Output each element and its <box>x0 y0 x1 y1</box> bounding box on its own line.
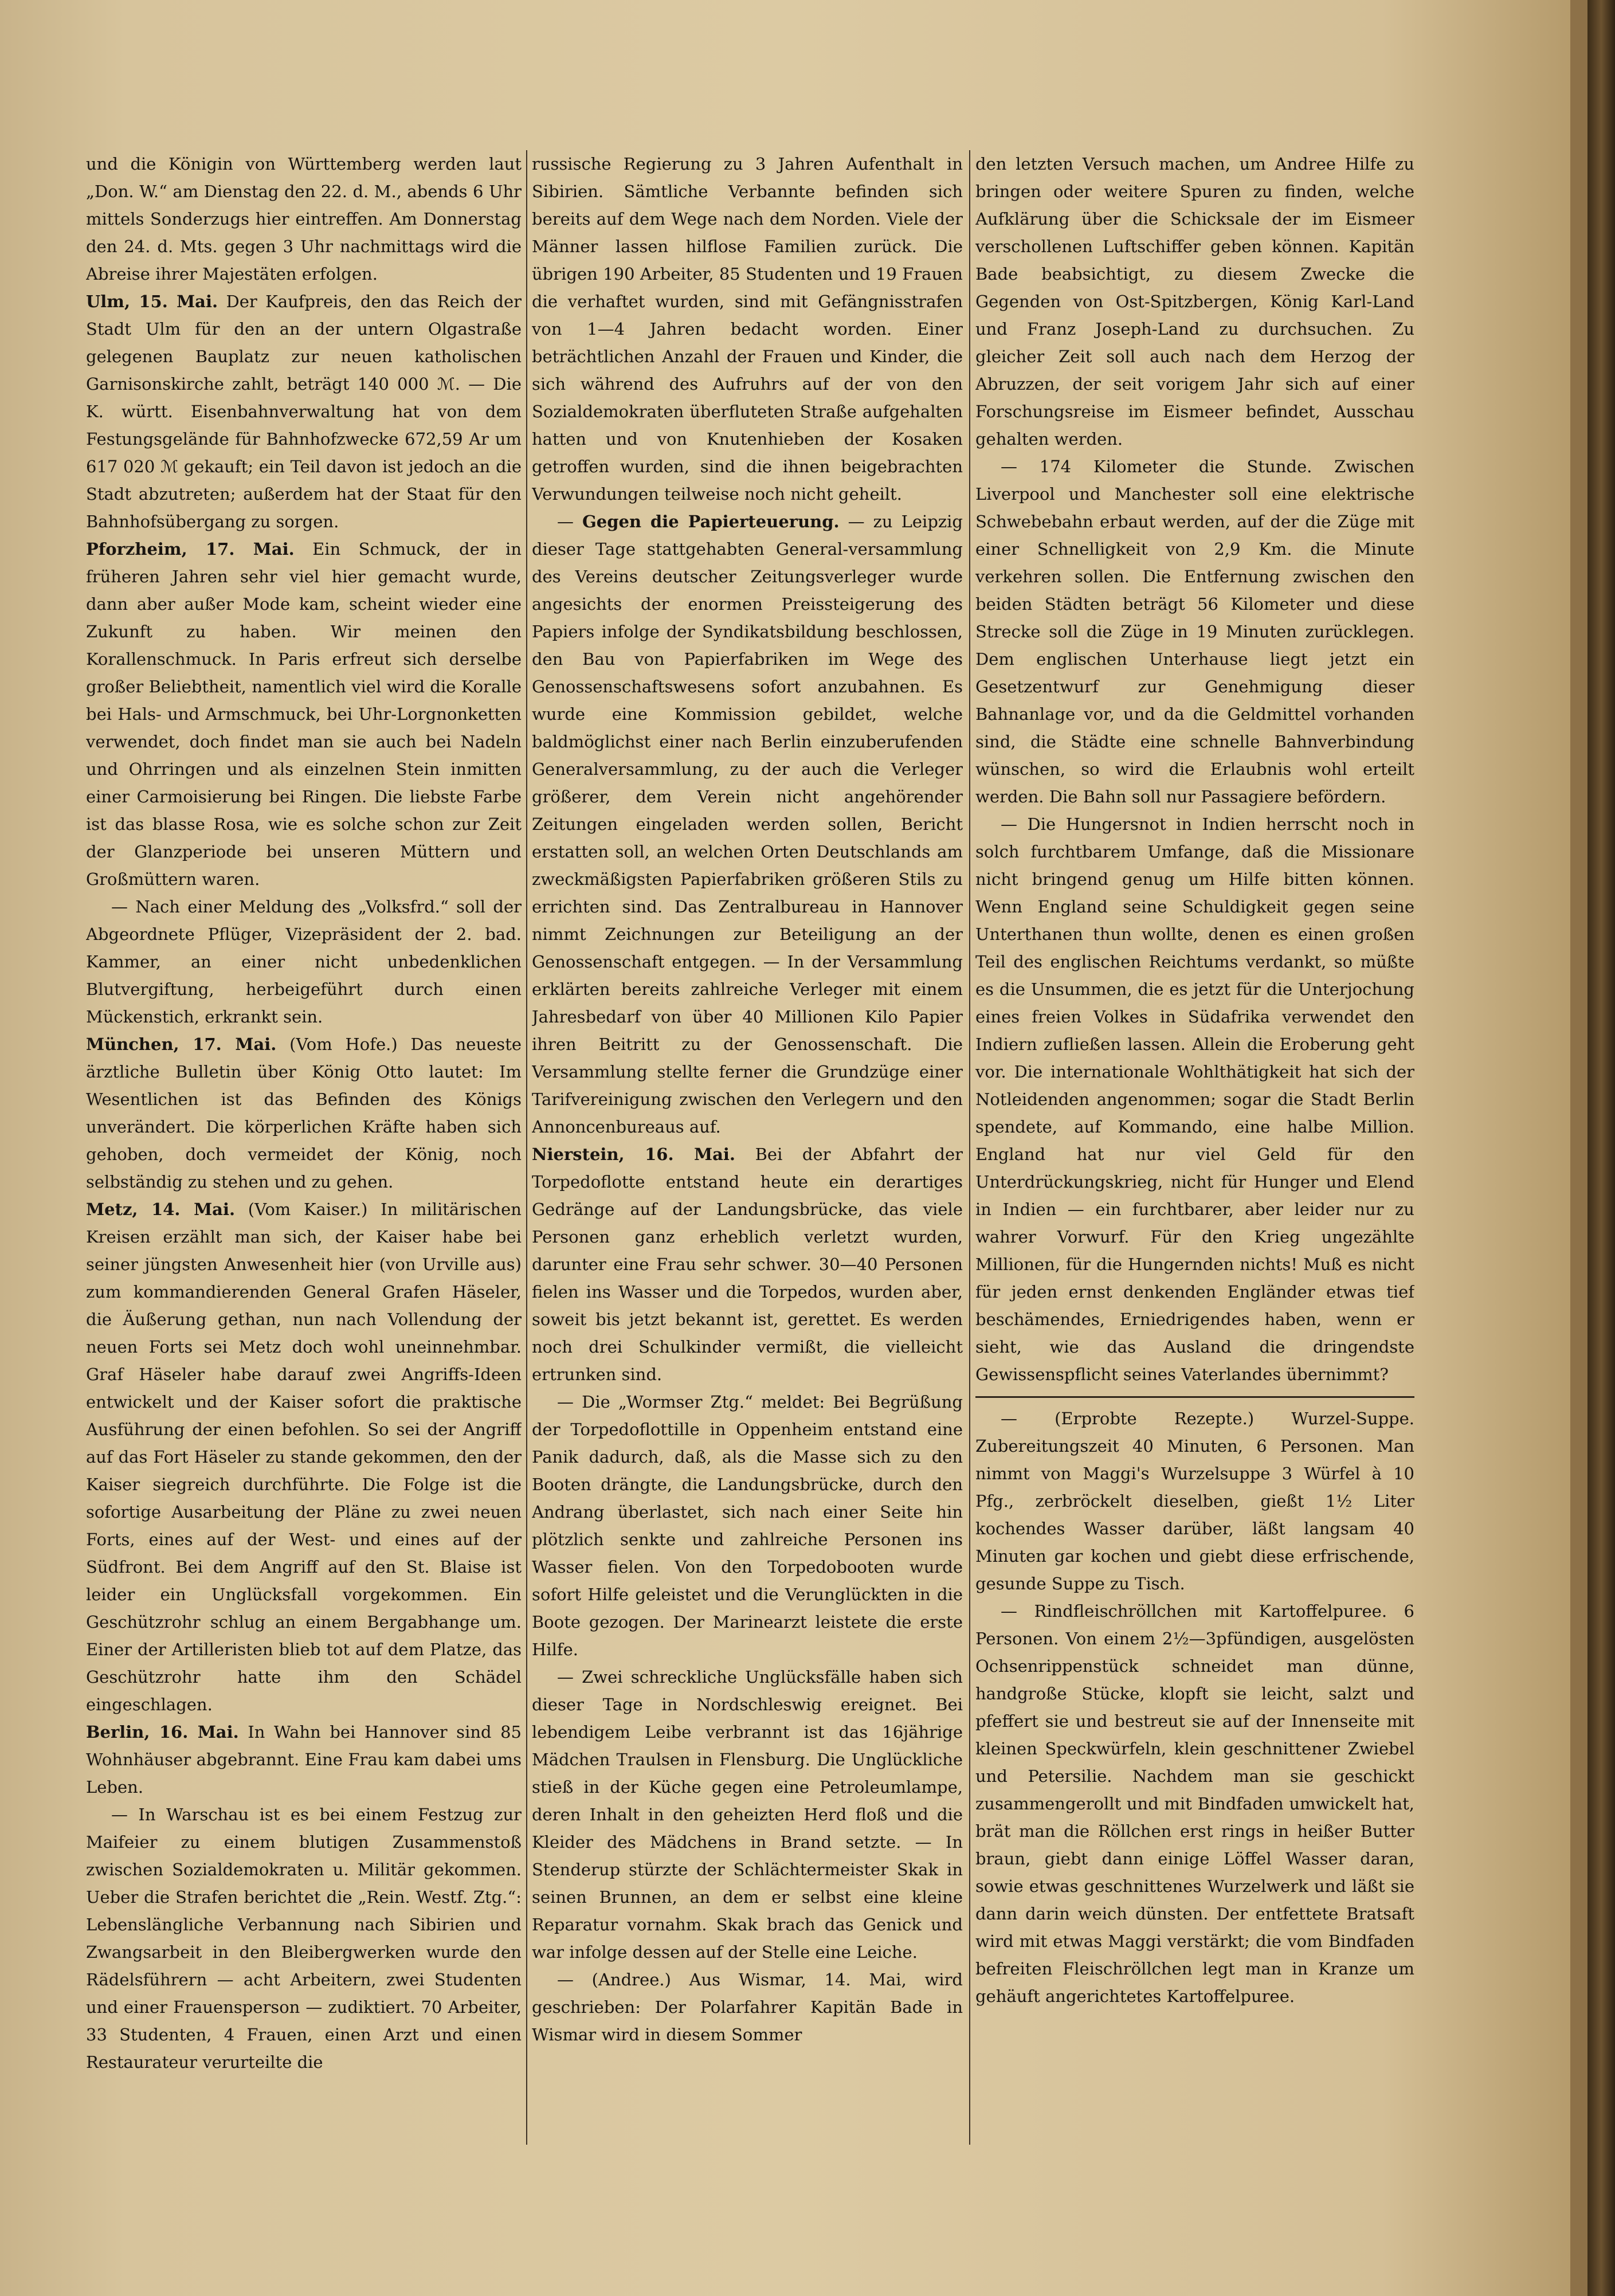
article-text: — Rindfleischröllchen mit Kartoffelpuree. 6 Personen. Von einem 2½—3pfündigen, ausgelösten Ochsenrippenstück schneidet man dünne, handgroße Stücke, klopft sie leicht, salzt und pfeffert sie und bestreut sie auf der Innenseite mit kleinen Speckwürfeln, klein geschnittener Zwiebel und Petersilie. Nachdem man sie geschickt zusammengerollt und mit Bindfaden umwickelt hat, brät man die Röllchen erst rings in heißer Butter braun, giebt dann einige Löffel Wasser daran, sowie etwas geschnittenes Wurzelwerk und läßt sie dann darin weich dünsten. Der entfettete Bratsaft wird mit etwas Maggi verstärkt; die vom Bindfaden befreiten Fleischröllchen legt man in Kranze um gehäuft angerichtetes Kartoffelpuree. <box>975 1601 1414 2006</box>
article-text: und die Königin von Württemberg werden laut „Don. W.“ am Dienstag den 22. d. M., abends 6 Uhr mittels Sonderzugs hier eintreffen. Am Donnerstag den 24. d. Mts. gegen 3 Uhr nachmittags wird die Abreise ihrer Majestäten erfolgen. <box>86 154 522 284</box>
dateline: Ulm, 15. Mai. <box>86 292 218 311</box>
article-paragraph <box>532 150 963 508</box>
article-text: — (Erprobte Rezepte.) Wurzel-Suppe. Zubereitungszeit 40 Minuten, 6 Personen. Man nimmt von Maggi's Wurzelsuppe 3 Würfel à 10 Pfg., zerbröckelt dieselben, gießt 1½ Liter kochendes Wasser darüber, läßt langsam 40 Minuten gar kochen und giebt diese erfrischende, gesunde Suppe zu Tisch. <box>975 1409 1414 1593</box>
article-paragraph <box>86 150 522 288</box>
article-paragraph <box>86 1196 522 1718</box>
article-paragraph <box>86 535 522 893</box>
column-3 <box>975 150 1414 2288</box>
article-paragraph <box>975 453 1414 810</box>
article-text: Ein Schmuck, der in früheren Jahren sehr viel hier gemacht wurde, dann aber außer Mode kam, scheint wieder eine Zukunft zu haben. Wir meinen den Korallenschmuck. In Paris erfreut sich derselbe großer Beliebtheit, namentlich viel wird die Koralle bei Hals- und Armschmuck, bei Uhr-Lorgnonketten verwendet, doch findet man sie auch bei Nadeln und Ohrringen und als einzelnen Stein inmitten einer Carmoisierung bei Ringen. Die liebste Farbe ist das blasse Rosa, wie es solche schon zur Zeit der Glanzperiode bei unseren Müttern und Großmüttern waren. <box>86 539 522 889</box>
column-1 <box>86 150 522 2288</box>
article-text: — Die Hungersnot in Indien herrscht noch in solch furchtbarem Umfange, daß die Missionare nicht bringend genug um Hilfe bitten können. Wenn England seine Schuldigkeit gegen seine Unterthanen thun wollte, denen es einen großen Teil des englischen Reichtums verdankt, so müßte es die Unsummen, die es jetzt für die Unterjochung eines freien Volkes in Südafrika verwendet den Indiern zufließen lassen. Allein die Eroberung geht vor. Die internationale Wohlthätigkeit hat sich der Notleidenden angenommen; sogar die Stadt Berlin spendete, auf Kommando, eine halbe Million. England hat nur viel Geld für den Unterdrückungskrieg, nicht für Hunger und Elend in Indien — ein furchtbarer, aber leider nur zu wahrer Vorwurf. Für den Krieg ungezählte Millionen, für die Hungernden nichts! Muß es nicht für jeden ernst denkenden Engländer etwas tief beschämendes, Erniedrigendes haben, wenn er sieht, wie das Ausland die dringendste Gewissenspflicht seines Vaterlandes übernimmt? <box>975 814 1414 1384</box>
column-divider <box>526 150 527 2145</box>
article-text: Bei der Abfahrt der Torpedoflotte entstand heute ein derartiges Gedränge auf der Landungsbrücke, das viele Personen ganz erheblich verletzt wurden, darunter eine Frau sehr schwer. 30—40 Personen fielen ins Wasser und die Torpedos, wurden aber, soweit bis jetzt bekannt ist, gerettet. Es werden noch drei Schulkinder vermißt, die vielleicht ertrunken sind. <box>532 1145 963 1384</box>
article-paragraph <box>86 288 522 535</box>
dateline: München, 17. Mai. <box>86 1035 277 1054</box>
dateline: Pforzheim, 17. Mai. <box>86 539 295 559</box>
binding-edge <box>1570 0 1587 2296</box>
article-paragraph <box>532 1966 963 2048</box>
article-text: — In Warschau ist es bei einem Festzug zur Maifeier zu einem blutigen Zusammenstoß zwischen Sozialdemokraten u. Militär gekommen. Ueber die Strafen berichtet die „Rein. Westf. Ztg.“: Lebenslängliche Verbannung nach Sibirien und Zwangsarbeit in den Bleibergwerken wurde den Rädelsführern — acht Arbeitern, zwei Studenten und einer Frauensperson — zudiktiert. 70 Arbeiter, 33 Studenten, 4 Frauen, einen Arzt und einen Restaurateur verurteilte die <box>86 1805 522 2072</box>
article-text: (Vom Kaiser.) In militärischen Kreisen erzählt man sich, der Kaiser habe bei seiner jüngsten Anwesenheit hier (von Urville aus) zum kommandierenden General Grafen Häseler, die Äußerung gethan, nun nach Vollendung der neuen Forts sei Metz doch wohl uneinnehmbar. Graf Häseler habe darauf zwei Angriffs-Ideen entwickelt und der Kaiser sofort die praktische Ausführung der einen befohlen. So sei der Angriff auf das Fort Häseler zu stande gekommen, den der Kaiser siegreich durchführte. Die Folge ist die sofortige Ausarbeitung der Pläne zu zwei neuen Forts, eines auf der West- und eines auf der Südfront. Bei dem Angriff auf den St. Blaise ist leider ein Unglücksfall vorgekommen. Ein Geschützrohr schlug an einem Bergabhange um. Einer der Artilleristen blieb tot auf dem Platze, das Geschützrohr hatte ihm den Schädel eingeschlagen. <box>86 1200 522 1714</box>
article-text: — Die „Wormser Ztg.“ meldet: Bei Begrüßung der Torpedoflottille in Oppenheim entstand eine Panik dadurch, daß, als die Masse sich zu den Booten drängte, die Landungsbrücke, durch den Andrang überlastet, sich nach einer Seite hin plötzlich senkte und zahlreiche Personen ins Wasser fielen. Von den Torpedobooten wurde sofort Hilfe geleistet und die Verunglückten in die Boote gezogen. Der Marinearzt leistete die erste Hilfe. <box>532 1392 963 1659</box>
article-text: — zu Leipzig dieser Tage stattgehabten General-versammlung des Vereins deutscher Zeitungsverleger wurde angesichts der enormen Preissteigerung des Papiers infolge der Syndikatsbildung beschlossen, den Bau von Papierfabriken im Wege des Genossenschaftswesens sofort anzubahnen. Es wurde eine Kommission gebildet, welche baldmöglichst einer nach Berlin einzuberufenden Generalversammlung, zu der auch die Verleger größerer, dem Verein nicht angehörender Zeitungen eingeladen werden sollen, Bericht erstatten soll, an welchen Orten Deutschlands am zweckmäßigsten Papierfabriken größeren Stils zu errichten sind. Das Zentralbureau in Hannover nimmt Zeichnungen zur Beteiligung an der Genossenschaft entgegen. — In der Versammlung erklärten bereits zahlreiche Verleger mit einem Jahresbedarf von über 40 Millionen Kilo Papier ihren Beitritt zu der Genossenschaft. Die Versammlung stellte ferner die Grundzüge einer Tarifvereinigung zwischen den Verlegern und den Annoncenbureaus auf. <box>532 512 963 1137</box>
article-paragraph <box>86 893 522 1031</box>
article-paragraph <box>532 1663 963 1966</box>
article-paragraph <box>86 1718 522 1801</box>
article-paragraph <box>975 150 1414 453</box>
article-paragraph <box>532 1141 963 1388</box>
book-spine <box>1587 0 1615 2296</box>
article-paragraph <box>86 1031 522 1196</box>
article-paragraph <box>86 1801 522 2076</box>
dateline: Metz, 14. Mai. <box>86 1200 236 1219</box>
article-text: In Wahn bei Hannover sind 85 Wohnhäuser abgebrannt. Eine Frau kam dabei ums Leben. <box>86 1722 522 1797</box>
article-text: — Zwei schreckliche Unglücksfälle haben sich dieser Tage in Nordschleswig ereignet. Bei lebendigem Leibe verbrannt ist das 16jährige Mädchen Traulsen in Flensburg. Die Unglückliche stieß in der Küche gegen eine Petroleumlampe, deren Inhalt in den geheizten Herd floß und die Kleider des Mädchens in Brand setzte. — In Stenderup stürzte der Schlächtermeister Skak in seinen Brunnen, an dem er selbst eine kleine Reparatur vornahm. Skak brach das Genick und war infolge dessen auf der Stelle eine Leiche. <box>532 1667 963 1962</box>
article-text: Der Kaufpreis, den das Reich der Stadt Ulm für den an der untern Olgastraße gelegenen Bauplatz zur neuen katholischen Garnisonskirche zahlt, beträgt 140 000 ℳ. — Die K. württ. Eisenbahnverwaltung hat von dem Festungsgelände für Bahnhofzwecke 672,59 Ar um 617 020 ℳ gekauft; ein Teil davon ist jedoch an die Stadt abzutreten; außerdem hat der Staat für den Bahnhofsübergang zu sorgen. <box>86 292 522 531</box>
article-paragraph <box>532 508 963 1141</box>
article-paragraph <box>532 1388 963 1663</box>
column-2 <box>532 150 963 2288</box>
section-rule <box>975 1396 1414 1398</box>
article-paragraph <box>975 810 1414 1388</box>
column-divider <box>969 150 970 2145</box>
article-paragraph <box>975 1597 1414 2010</box>
article-text: — Nach einer Meldung des „Volksfrd.“ soll der Abgeordnete Pflüger, Vizepräsident der 2. bad. Kammer, an einer nicht unbedenklichen Blutvergiftung, herbeigeführt durch einen Mückenstich, erkrankt sein. <box>86 897 522 1026</box>
article-paragraph <box>975 1405 1414 1597</box>
dash-prefix: — <box>557 512 583 531</box>
article-headline: Gegen die Papierteuerung. <box>582 512 840 531</box>
article-text: russische Regierung zu 3 Jahren Aufenthalt in Sibirien. Sämtliche Verbannte befinden sich bereits auf dem Wege nach dem Norden. Viele der Männer lassen hilflose Familien zurück. Die übrigen 190 Arbeiter, 85 Studenten und 19 Frauen die verhaftet wurden, sind mit Gefängnisstrafen von 1—4 Jahren bedacht worden. Einer beträchtlichen Anzahl der Frauen und Kinder, die sich während des Aufruhrs auf der von den Sozialdemokraten überfluteten Straße aufgehalten hatten und von Knutenhieben der Kosaken getroffen wurden, sind die ihnen beigebrachten Verwundungen teilweise noch nicht geheilt. <box>532 154 963 504</box>
article-text: — (Andree.) Aus Wismar, 14. Mai, wird geschrieben: Der Polarfahrer Kapitän Bade in Wismar wird in diesem Sommer <box>532 1970 963 2044</box>
article-text: — 174 Kilometer die Stunde. Zwischen Liverpool und Manchester soll eine elektrische Schwebebahn erbaut werden, auf der die Züge mit einer Schnelligkeit von 2,9 Km. die Minute verkehren sollen. Die Entfernung zwischen den beiden Städten beträgt 56 Kilometer und diese Strecke soll die Züge in 19 Minuten zurücklegen. Dem englischen Unterhause liegt jetzt ein Gesetzentwurf zur Genehmigung dieser Bahnanlage vor, und da die Geldmittel vorhanden sind, die Städte eine schnelle Bahnverbindung wünschen, so wird die Erlaubnis wohl erteilt werden. Die Bahn soll nur Passagiere befördern. <box>975 457 1414 806</box>
article-text: den letzten Versuch machen, um Andree Hilfe zu bringen oder weitere Spuren zu finden, welche Aufklärung über die Schicksale der im Eismeer verschollenen Luftschiffer geben können. Kapitän Bade beabsichtigt, zu diesem Zwecke die Gegenden von Ost-Spitzbergen, König Karl-Land und Franz Joseph-Land zu durchsuchen. Zu gleicher Zeit soll auch nach dem Herzog der Abruzzen, der seit vorigem Jahr sich auf einer Forschungsreise im Eismeer befindet, Ausschau gehalten werden. <box>975 154 1414 449</box>
article-text: (Vom Hofe.) Das neueste ärztliche Bulletin über König Otto lautet: Im Wesentlichen ist das Befinden des Königs unverändert. Die körperlichen Kräfte haben sich gehoben, doch vermeidet der König, noch selbständig zu stehen und zu gehen. <box>86 1035 522 1192</box>
dateline: Berlin, 16. Mai. <box>86 1722 239 1742</box>
dateline: Nierstein, 16. Mai. <box>532 1145 736 1164</box>
